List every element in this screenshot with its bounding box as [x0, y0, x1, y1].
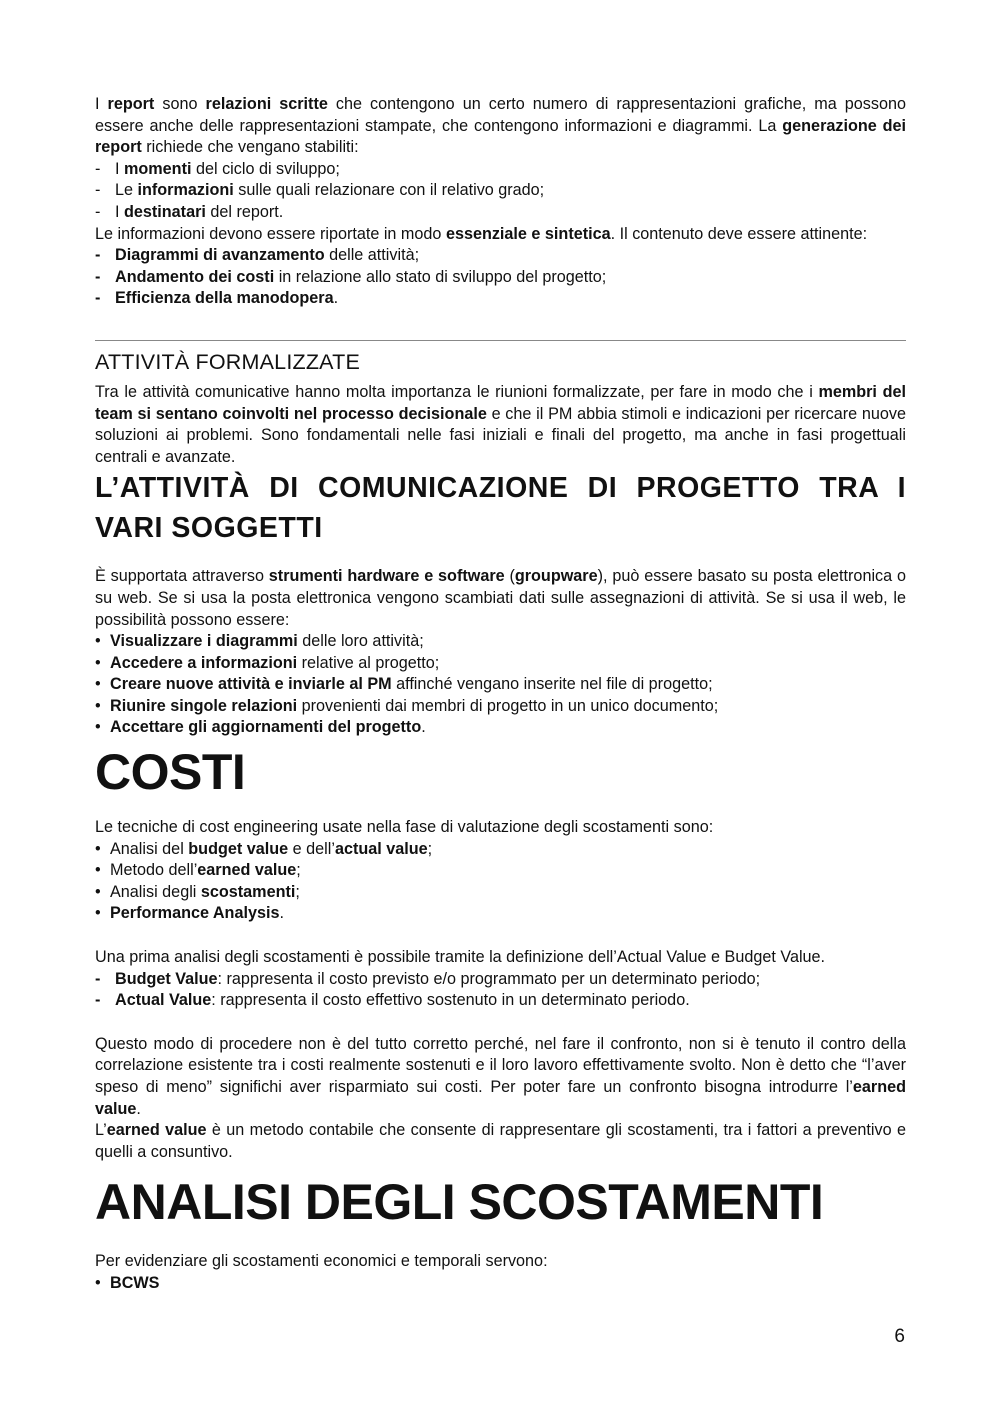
- text-run: I: [95, 95, 108, 113]
- bold-text-run: destinatari: [124, 202, 206, 221]
- bold-text-run: Visualizzare i diagrammi: [110, 632, 298, 651]
- bullet-marker: •: [95, 653, 101, 672]
- list-item: [95, 882, 906, 904]
- list-item: [95, 969, 906, 991]
- text-run: : rappresenta il costo previsto e/o programmato per un determinato periodo;: [217, 969, 761, 988]
- text-run: Le tecniche di cost engineering usate nella fase di valutazione degli scostamenti sono:: [95, 818, 714, 837]
- dash-marker: -: [95, 969, 101, 988]
- bold-text-run: relazioni scritte: [205, 95, 328, 113]
- section-divider: [95, 340, 906, 341]
- text-run: .: [421, 718, 426, 737]
- bullet-marker: •: [95, 839, 101, 858]
- bold-text-run: Efficienza della manodopera: [115, 289, 334, 308]
- list-item-text: [115, 159, 340, 181]
- bold-text-run: Accedere a informazioni: [110, 653, 298, 672]
- bold-text-run: informazioni: [137, 181, 234, 200]
- list-item-text: [115, 969, 760, 991]
- bold-text-run: BCWS: [110, 1273, 160, 1292]
- text-run: . Il contenuto deve essere attinente:: [610, 224, 868, 243]
- dash-marker: -: [95, 202, 101, 221]
- list-item-text: [115, 288, 338, 310]
- list-item-text: [115, 180, 544, 202]
- document-page: [95, 94, 906, 1295]
- bold-text-run: Actual Value: [115, 991, 212, 1010]
- text-run: delle attività;: [324, 246, 420, 265]
- formal-activities-paragraph: [95, 382, 906, 468]
- text-run: Per evidenziare gli scostamenti economici e temporali servono:: [95, 1252, 548, 1271]
- text-run: delle loro attività;: [297, 632, 424, 651]
- text-run: del ciclo di sviluppo;: [191, 159, 340, 178]
- list-item-text: [110, 839, 432, 861]
- text-run: in relazione allo stato di sviluppo del progetto;: [274, 267, 607, 286]
- bold-text-run: actual value: [334, 839, 428, 858]
- page-number: 6: [894, 1326, 905, 1347]
- bold-text-run: membri del team si sentano coinvolti nel processo decisionale: [95, 382, 906, 423]
- bold-text-run: earned value: [106, 1121, 207, 1140]
- list-item-text: [110, 882, 300, 904]
- dash-marker: -: [95, 159, 101, 178]
- list-item: [95, 839, 906, 861]
- list-item: [95, 1273, 906, 1295]
- variance-analysis-intro: [95, 1251, 906, 1273]
- list-item: [95, 631, 906, 653]
- dash-marker: -: [95, 246, 101, 265]
- text-run: provenienti dai membri di progetto in un unico documento;: [297, 696, 719, 715]
- bullet-marker: •: [95, 675, 101, 694]
- dash-marker: -: [95, 289, 101, 308]
- text-run: del report.: [205, 202, 284, 221]
- bullet-marker: •: [95, 696, 101, 715]
- list-item: [95, 267, 906, 289]
- report-paragraph: [95, 94, 906, 159]
- list-item: [95, 245, 906, 267]
- text-run: .: [333, 289, 339, 308]
- list-item: [95, 860, 906, 882]
- variance-analysis-heading: ANALISI DEGLI SCOSTAMENTI: [95, 1174, 824, 1231]
- communication-list: [95, 631, 906, 739]
- text-run: ;: [295, 882, 300, 901]
- bold-text-run: report: [107, 95, 155, 113]
- dash-marker: -: [95, 991, 101, 1010]
- list-item: [95, 990, 906, 1012]
- dash-marker: -: [95, 267, 101, 286]
- text-run: .: [136, 1099, 141, 1118]
- bold-text-run: momenti: [124, 159, 192, 178]
- list-item-text: [110, 674, 713, 696]
- text-run: Analisi del: [110, 839, 189, 858]
- costs-explanation-paragraph: [95, 1034, 906, 1120]
- costs-variance-paragraph: [95, 947, 906, 969]
- list-item: [95, 653, 906, 675]
- bold-text-run: Budget Value: [115, 969, 218, 988]
- costs-techniques-list: [95, 839, 906, 925]
- text-run: L’: [95, 1121, 107, 1140]
- list-item: [95, 288, 906, 310]
- bullet-marker: •: [95, 632, 101, 651]
- text-run: ), può essere basato su posta elettronica o su web. Se si usa la posta elettronica vengono scambiati dati sulle assegnazioni di attività. Se si usa il web, le possibilità possono essere:: [95, 567, 906, 629]
- text-run: è un metodo contabile che consente di rappresentare gli scostamenti, tra i fattori a preventivo e quelli a consuntivo.: [95, 1121, 906, 1161]
- list-item-text: [110, 696, 718, 718]
- text-run: sulle quali relazionare con il relativo grado;: [233, 181, 545, 200]
- list-item-text: [115, 245, 419, 267]
- text-run: .: [279, 904, 284, 923]
- bullet-marker: •: [95, 904, 101, 923]
- list-item: [95, 674, 906, 696]
- bold-text-run: Andamento dei costi: [115, 267, 275, 286]
- text-run: relative al progetto;: [297, 653, 440, 672]
- text-run: I: [115, 159, 124, 178]
- costs-values-list: [95, 969, 906, 1012]
- list-item-text: [110, 860, 301, 882]
- communication-heading: L’ATTIVITÀ DI COMUNICAZIONE DI PROGETTO TRA I VARI SOGGETTI: [95, 472, 906, 545]
- formal-activities-heading: ATTIVITÀ FORMALIZZATE: [95, 349, 360, 374]
- text-run: affinché vengano inserite nel file di progetto;: [391, 675, 713, 694]
- text-run: (: [504, 567, 515, 586]
- text-run: Metodo dell’: [110, 861, 198, 880]
- list-item-text: [110, 1273, 159, 1295]
- text-run: Le informazioni devono essere riportate in modo: [95, 224, 446, 243]
- text-run: e dell’: [288, 839, 335, 858]
- bullet-marker: •: [95, 1273, 101, 1292]
- costs-intro: [95, 817, 906, 839]
- text-run: e che il PM abbia stimoli e indicazioni per ricercare nuove soluzioni ai problemi. Sono fondamentali nelle fasi iniziali e finali del progetto, ma anche in fasi progettuali centrali e avanzate.: [95, 404, 907, 466]
- bold-text-run: groupware: [514, 567, 598, 586]
- bold-text-run: earned value: [197, 861, 297, 880]
- list-item: [95, 696, 906, 718]
- list-item: [95, 180, 906, 202]
- list-item-text: [115, 202, 283, 224]
- bold-text-run: budget value: [188, 839, 289, 858]
- list-item: [95, 717, 906, 739]
- bullet-marker: •: [95, 861, 101, 880]
- bold-text-run: Performance Analysis: [110, 904, 280, 923]
- text-run: ;: [296, 861, 301, 880]
- text-run: ;: [427, 839, 433, 858]
- list-item-text: [115, 990, 690, 1012]
- bold-text-run: scostamenti: [200, 882, 296, 901]
- bold-text-run: Accettare gli aggiornamenti del progetto: [110, 718, 422, 737]
- text-run: Tra le attività comunicative hanno molta importanza le riunioni formalizzate, per fare in modo che i: [95, 382, 819, 401]
- bold-text-run: earned value: [95, 1078, 906, 1118]
- bold-text-run: generazione dei report: [95, 116, 906, 157]
- list-item-text: [110, 903, 284, 925]
- text-run: È supportata attraverso: [95, 567, 269, 586]
- text-run: richiede che vengano stabiliti:: [141, 138, 359, 157]
- text-run: sono: [154, 95, 206, 113]
- report-moments-list: [95, 159, 906, 224]
- text-run: I: [115, 202, 124, 221]
- text-run: : rappresenta il costo effettivo sostenuto in un determinato periodo.: [211, 991, 690, 1010]
- text-run: Questo modo di procedere non è del tutto corretto perché, nel fare il confronto, non si è tenuto il contro della correlazione esistente tra i costi realmente sostenuti e il loro lavoro effettivamente svolto. Non è detto che “l’aver speso di meno” significhi aver risparmiato sui costi. Per poter fare un confronto bisogna introdurre l’: [95, 1034, 906, 1096]
- list-item-text: [115, 267, 606, 289]
- bold-text-run: essenziale e sintetica: [445, 224, 611, 243]
- list-item-text: [110, 631, 424, 653]
- report-content-list: [95, 245, 906, 310]
- bold-text-run: Riunire singole relazioni: [110, 696, 298, 715]
- list-item: [95, 159, 906, 181]
- bold-text-run: strumenti hardware e software: [268, 567, 505, 586]
- dash-marker: -: [95, 181, 101, 200]
- bullet-marker: •: [95, 882, 101, 901]
- list-item-text: [110, 653, 439, 675]
- text-run: Le: [115, 181, 138, 200]
- costs-heading: COSTI: [95, 744, 246, 801]
- bold-text-run: Creare nuove attività e inviarle al PM: [110, 675, 392, 694]
- list-item-text: [110, 717, 426, 739]
- variance-analysis-list: [95, 1273, 906, 1295]
- bold-text-run: Diagrammi di avanzamento: [115, 246, 325, 265]
- list-item: [95, 903, 906, 925]
- text-run: Analisi degli: [110, 882, 201, 901]
- communication-paragraph: [95, 566, 906, 631]
- text-run: Una prima analisi degli scostamenti è possibile tramite la definizione dell’Actual Value e Budget Value.: [95, 948, 826, 967]
- bullet-marker: •: [95, 718, 101, 737]
- text-run: che contengono un certo numero di rappresentazioni grafiche, ma possono essere anche delle rappresentazioni stampate, che contengono informazioni e diagrammi. La: [95, 95, 906, 135]
- list-item: [95, 202, 906, 224]
- earned-value-paragraph: [95, 1120, 906, 1163]
- report-content-paragraph: [95, 224, 906, 246]
